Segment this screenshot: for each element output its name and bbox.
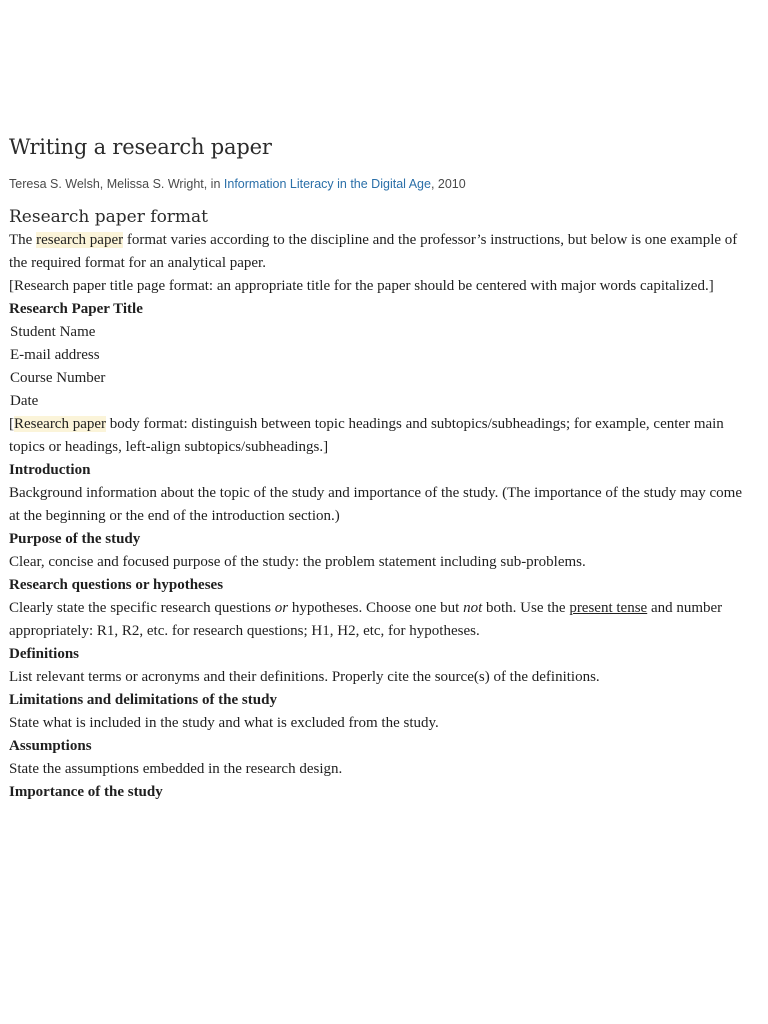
article-body [9, 229, 749, 804]
paragraph-assumptions: State the assumptions embedded in the research design. [9, 761, 343, 777]
paragraph-research-questions: Clearly state the specific research questions or hypotheses. Choose one but not both. Use the present tense and number appropriately: R1, R2, etc. for research questions; H1, H2, etc, for hypotheses. [9, 600, 723, 639]
line-date: Date [10, 393, 39, 409]
heading-limitations: Limitations and delimitations of the study [9, 692, 277, 708]
heading-research-questions: Research questions or hypotheses [9, 577, 224, 593]
section-title: Research paper format [9, 207, 209, 227]
book-title-link[interactable]: Information Literacy in the Digital Age [223, 177, 431, 191]
paragraph-intro-format: The research paper format varies according to the discipline and the professor’s instructions, but below is one example of the required format for an analytical paper. [9, 232, 738, 271]
line-student-name: Student Name [10, 324, 96, 340]
paragraph-definitions: List relevant terms or acronyms and their definitions. Properly cite the source(s) of the definitions. [9, 669, 600, 685]
paragraph-body-format: [Research paper body format: distinguish between topic headings and subtopics/subheadings; for example, center main topics or headings, left-align subtopics/subheadings.] [9, 416, 724, 455]
heading-research-paper-title: Research Paper Title [9, 301, 143, 317]
highlight-term: Research paper [14, 416, 107, 432]
heading-assumptions: Assumptions [9, 738, 92, 754]
present-tense-link[interactable]: present tense [569, 600, 648, 616]
heading-importance: Importance of the study [9, 784, 163, 800]
byline-year: , 2010 [430, 177, 466, 191]
byline-authors: Teresa S. Welsh, Melissa S. Wright, in [9, 177, 224, 191]
paragraph-purpose: Clear, concise and focused purpose of the study: the problem statement including sub-problems. [9, 554, 586, 570]
paragraph-introduction: Background information about the topic of the study and importance of the study. (The importance of the study may come at the beginning or the end of the introduction section.) [9, 485, 743, 524]
line-email-address: E-mail address [10, 347, 100, 363]
paragraph-limitations: State what is included in the study and what is excluded from the study. [9, 715, 439, 731]
article-title: Writing a research paper [9, 135, 272, 159]
highlight-term: research paper [36, 232, 124, 248]
article-page [9, 132, 749, 804]
heading-definitions: Definitions [9, 646, 80, 662]
line-course-number: Course Number [10, 370, 106, 386]
paragraph-title-page-format: [Research paper title page format: an appropriate title for the paper should be centered with major words capitalized.] [9, 278, 714, 294]
heading-introduction: Introduction [9, 462, 91, 478]
heading-purpose: Purpose of the study [9, 531, 141, 547]
article-byline [9, 175, 749, 193]
